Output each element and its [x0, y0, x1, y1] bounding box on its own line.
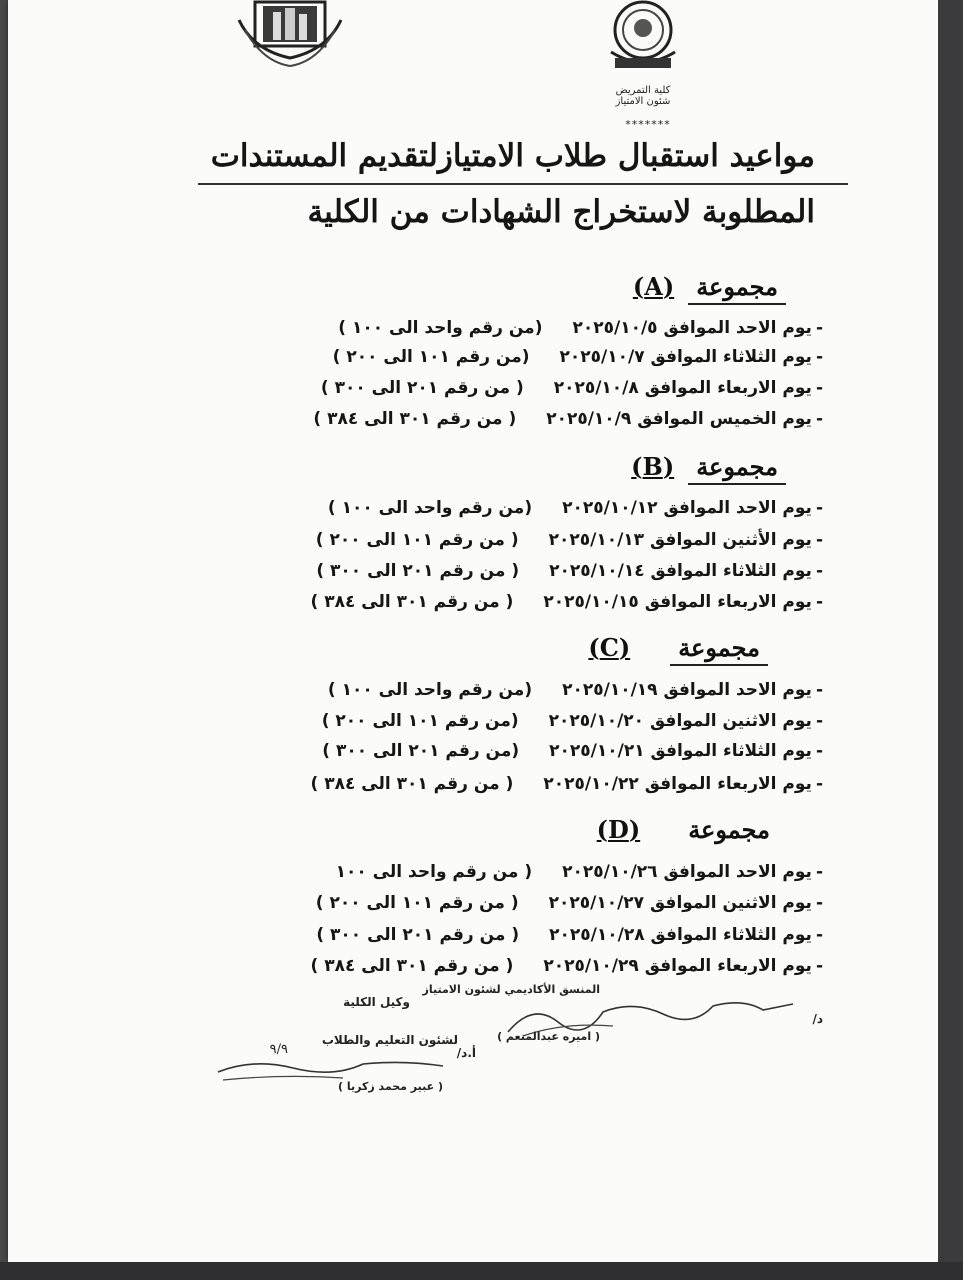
title-underline [198, 183, 848, 185]
title-line-2: المطلوبة لاستخراج الشهادات من الكلية [307, 194, 815, 230]
group-b-row: -يوم الاربعاء الموافق ٢٠٢٥/١٠/١٥( من رقم ٣٠١ الى ٣٨٤ ) [310, 592, 823, 612]
group-a-heading [633, 272, 786, 301]
dean-department: لشئون التعليم والطلاب [321, 1033, 458, 1047]
group-c-row: -يوم الاحد الموافق ٢٠٢٥/١٠/١٩(من رقم واحد الى ١٠٠ ) [327, 680, 823, 700]
group-d-row: -يوم الاربعاء الموافق ٢٠٢٥/١٠/٢٩( من رقم ٣٠١ الى ٣٨٤ ) [310, 956, 823, 976]
faculty-line: كلية التمريض [615, 85, 671, 96]
group-b-heading [631, 452, 786, 481]
group-b-row: -يوم الثلاثاء الموافق ٢٠٢٥/١٠/١٤( من رقم ٢٠١ الى ٣٠٠ ) [316, 561, 823, 581]
background-edge [938, 0, 963, 1280]
group-c-heading [588, 633, 768, 662]
dean-title: وكيل الكلية [343, 995, 410, 1009]
group-d-row: -يوم الاحد الموافق ٢٠٢٥/١٠/٢٦( من رقم واحد الى ١٠٠ [335, 862, 823, 882]
faculty-logo-icon [593, 0, 693, 88]
group-letter: (B) [631, 452, 675, 481]
dean-name: ( عبير محمد زكريا ) [337, 1080, 443, 1093]
group-word: مجموعة [670, 633, 768, 666]
group-letter: (D) [596, 815, 641, 844]
group-c-row: -يوم الاثنين الموافق ٢٠٢٥/١٠/٢٠(من رقم ١٠١ الى ٢٠٠ ) [321, 711, 823, 731]
group-letter: (C) [588, 633, 631, 662]
stars-separator: ******* [625, 118, 671, 131]
group-b-row: -يوم الاحد الموافق ٢٠٢٥/١٠/١٢(من رقم واحد الى ١٠٠ ) [327, 498, 823, 518]
background-bottom [0, 1262, 963, 1280]
faculty-name [598, 85, 688, 107]
group-b-row: -يوم الأثنين الموافق ٢٠٢٥/١٠/١٣( من رقم ١٠١ الى ٢٠٠ ) [315, 530, 823, 550]
dean-prefix: أ.د/ [456, 1046, 476, 1060]
coordinator-prefix: د/ [812, 1012, 823, 1026]
group-a-row: -يوم الاحد الموافق ٢٠٢٥/١٠/٥(من رقم واحد الى ١٠٠ ) [338, 318, 823, 338]
group-word: مجموعة [688, 272, 786, 305]
group-letter: (A) [632, 272, 675, 301]
group-a-row: -يوم الاربعاء الموافق ٢٠٢٥/١٠/٨( من رقم ٢٠١ الى ٣٠٠ ) [320, 378, 823, 398]
group-word: مجموعة [688, 452, 786, 485]
group-d-heading [597, 815, 778, 844]
group-a-row: -يوم الخميس الموافق ٢٠٢٥/١٠/٩( من رقم ٣٠١ الى ٣٨٤ ) [313, 409, 823, 429]
coordinator-name: ( اميره عبدالمنعم ) [497, 1030, 600, 1043]
group-d-row: -يوم الثلاثاء الموافق ٢٠٢٥/١٠/٢٨( من رقم ٢٠١ الى ٣٠٠ ) [316, 925, 823, 945]
group-word: مجموعة [688, 815, 770, 844]
department-line: شئون الامتياز [615, 96, 671, 107]
university-logo-icon [233, 0, 348, 72]
group-c-row: -يوم الثلاثاء الموافق ٢٠٢٥/١٠/٢١(من رقم ٢٠١ الى ٣٠٠ ) [322, 741, 823, 761]
document-page [8, 0, 938, 1262]
group-d-row: -يوم الاثنين الموافق ٢٠٢٥/١٠/٢٧( من رقم ١٠١ الى ٢٠٠ ) [315, 893, 823, 913]
title-line-1: مواعيد استقبال طلاب الامتيازلتقديم المستندات [210, 138, 815, 174]
handwritten-date: ٩/٩ [269, 1042, 288, 1057]
coordinator-title: المنسق الأكاديمي لشئون الامتياز [422, 983, 600, 996]
group-c-row: -يوم الاربعاء الموافق ٢٠٢٥/١٠/٢٢( من رقم ٣٠١ الى ٣٨٤ ) [310, 774, 823, 794]
group-a-row: -يوم الثلاثاء الموافق ٢٠٢٥/١٠/٧(من رقم ١٠١ الى ٢٠٠ ) [332, 347, 823, 367]
